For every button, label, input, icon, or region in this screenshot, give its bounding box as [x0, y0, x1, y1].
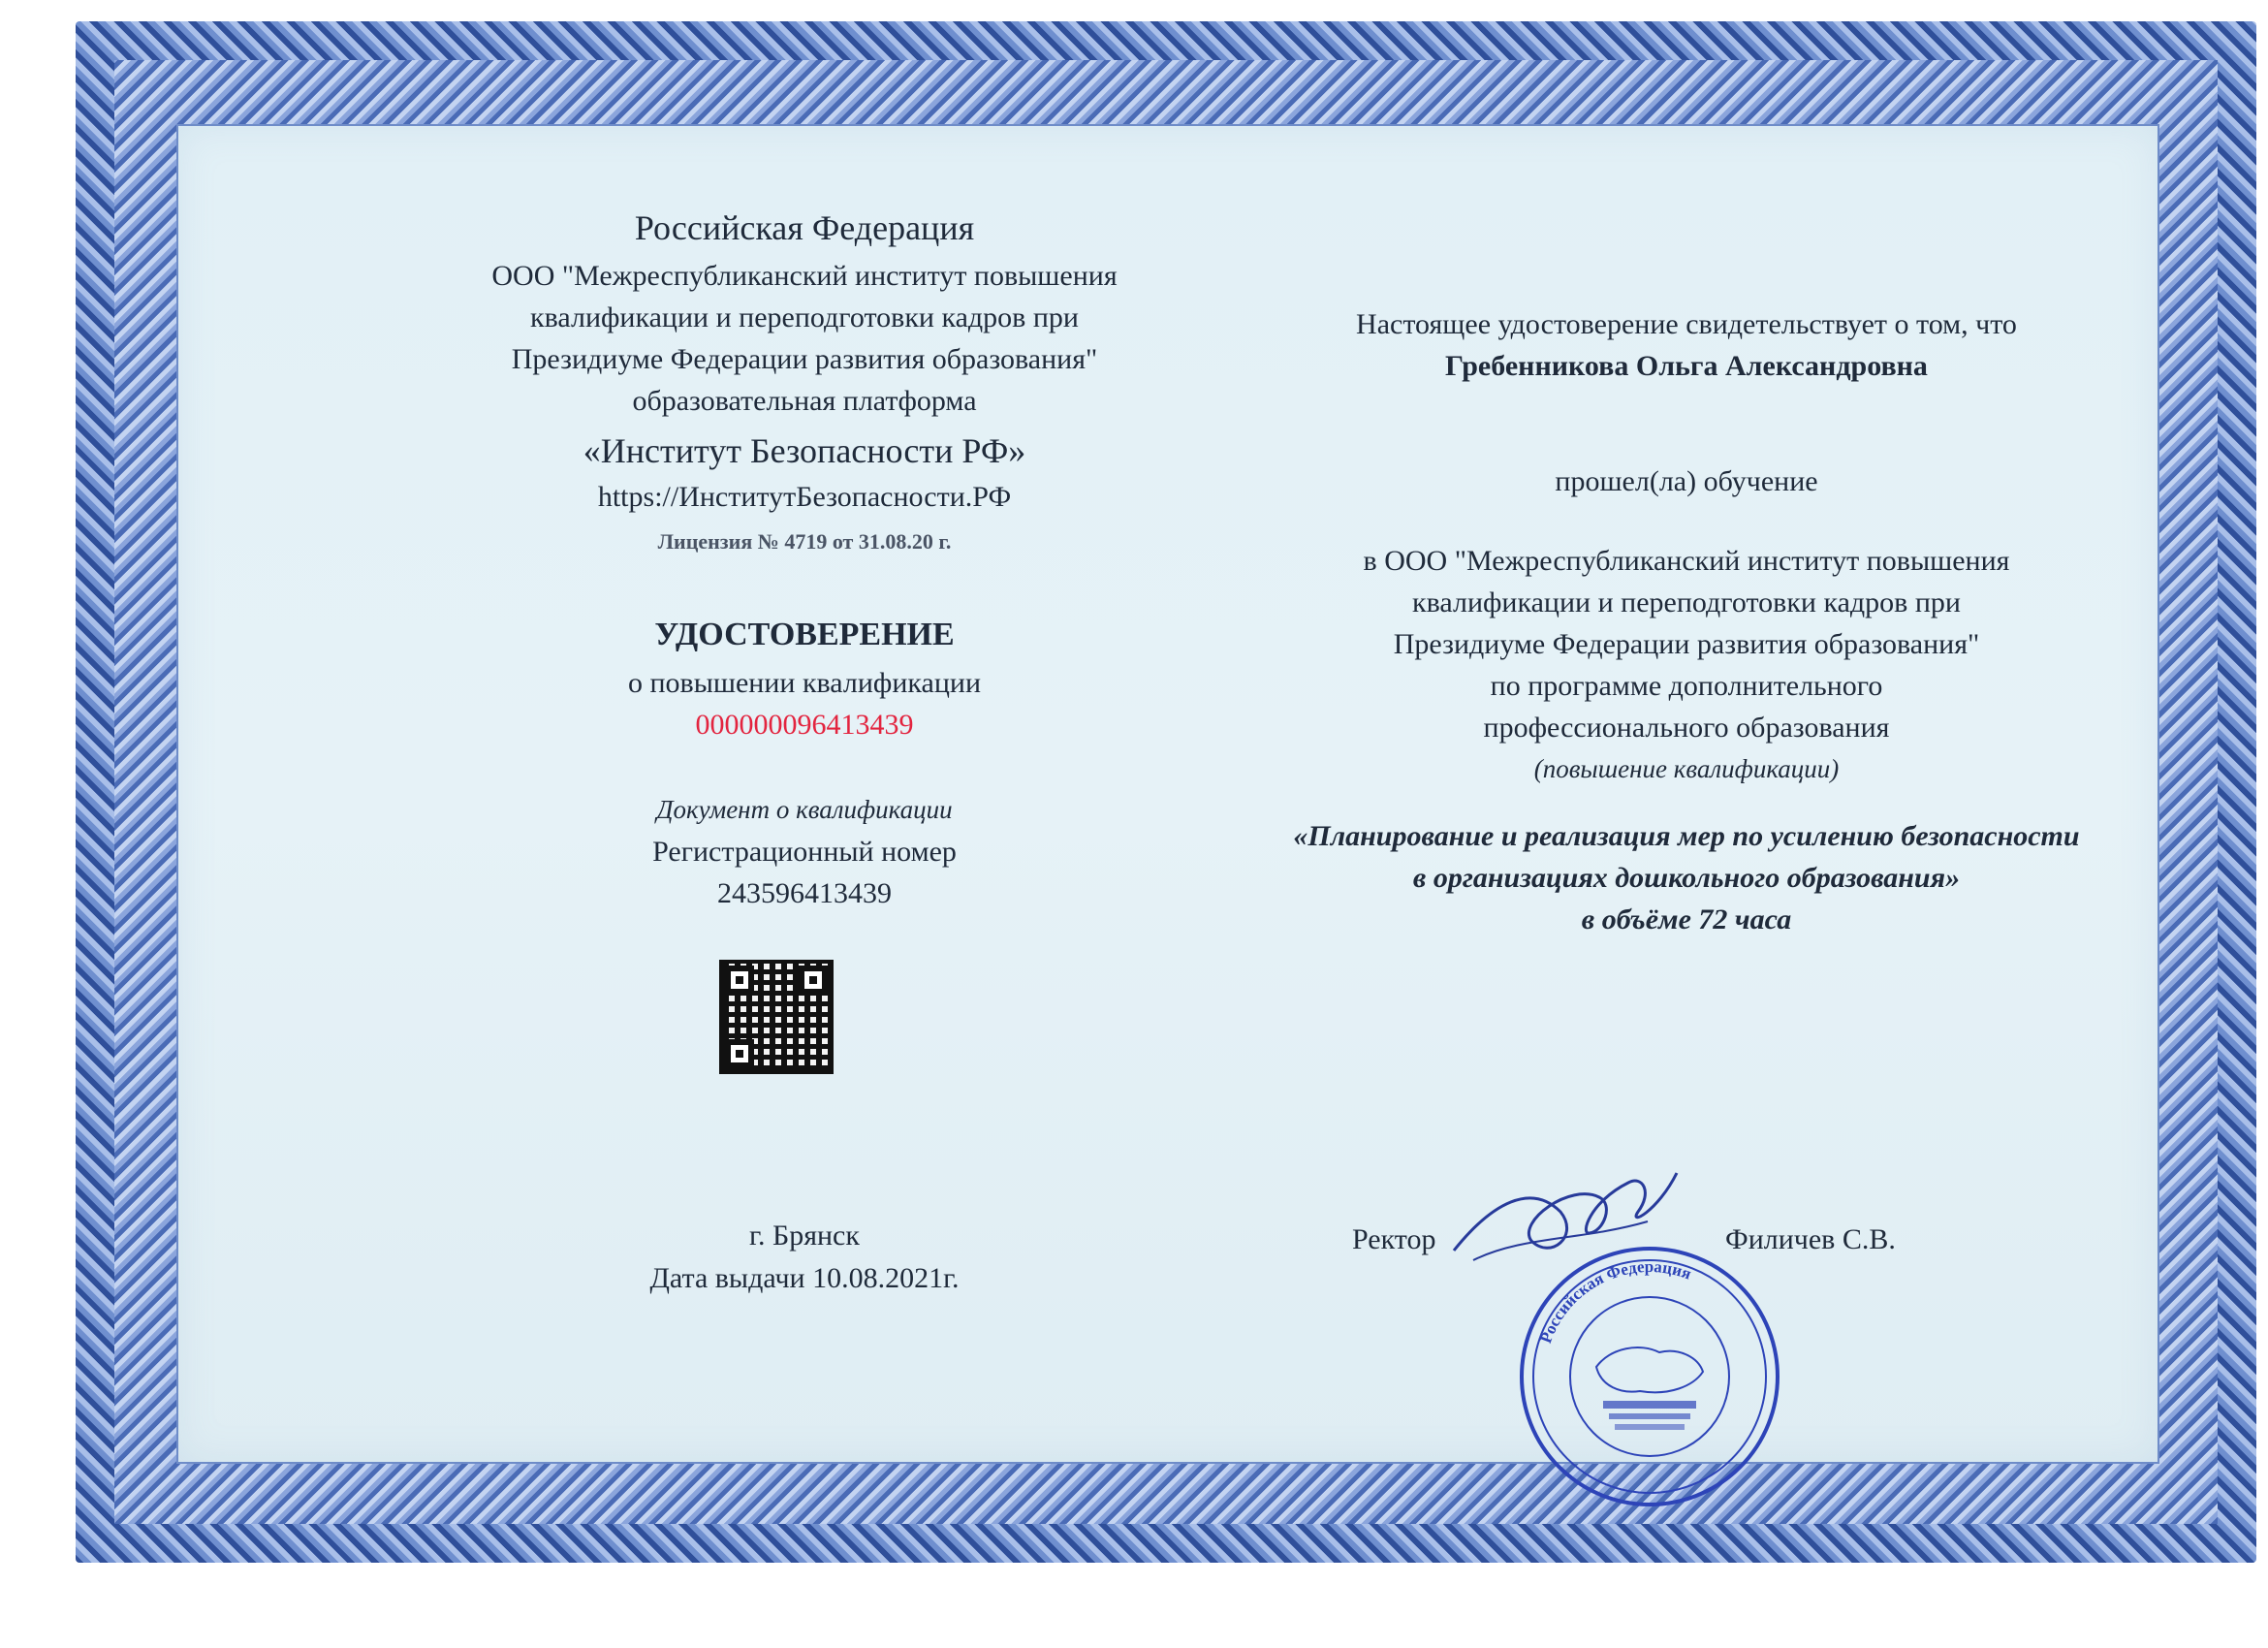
course-title-line-1: «Планирование и реализация мер по усилению безопасности: [1293, 820, 2080, 852]
rector-name: Филичев С.В.: [1725, 1223, 1896, 1255]
training-org-line-2: квалификации и переподготовки кадров при: [1412, 586, 1961, 618]
platform-label: образовательная платформа: [632, 385, 977, 417]
document-title: УДОСТОВЕРЕНИЕ: [654, 617, 955, 652]
country-title: Российская Федерация: [634, 208, 975, 247]
svg-text:Российская Федерация: [1536, 1257, 1693, 1346]
issue-date: Дата выдачи 10.08.2021г.: [649, 1262, 960, 1294]
training-org-line-3: Президиуме Федерации развития образования": [1393, 628, 1980, 660]
platform-name: «Институт Безопасности РФ»: [583, 431, 1026, 470]
program-type: (повышение квалификации): [1533, 754, 1840, 783]
institution-seal: [1514, 1241, 1785, 1512]
document-subtitle: о повышении квалификации: [628, 667, 981, 699]
org-name-line-2: квалификации и переподготовки кадров при: [530, 301, 1079, 333]
city: г. Брянск: [749, 1220, 860, 1252]
org-name-line-1: ООО "Межреспубликанский институт повышения: [491, 260, 1118, 292]
document-number: 000000096413439: [695, 709, 914, 741]
qr-code: [719, 960, 834, 1074]
person-name: Гребенникова Ольга Александровна: [1445, 350, 1928, 382]
program-line-1: по программе дополнительного: [1490, 670, 1883, 702]
registration-number: 243596413439: [717, 877, 892, 909]
org-name-line-3: Президиуме Федерации развития образования": [511, 343, 1098, 375]
training-passed: прошел(ла) обучение: [1555, 465, 1818, 497]
course-title-line-2: в организациях дошкольного образования»: [1412, 862, 1961, 894]
course-volume: в объёме 72 часа: [1581, 903, 1792, 935]
program-line-2: профессионального образования: [1483, 712, 1890, 744]
training-org-line-1: в ООО "Межреспубликанский институт повышения: [1363, 545, 2010, 577]
website-url: https://ИнститутБезопасности.РФ: [597, 481, 1012, 513]
registration-label: Регистрационный номер: [652, 836, 957, 868]
rector-label: Ректор: [1352, 1223, 1436, 1255]
document-type: Документ о квалификации: [656, 795, 953, 824]
license-text: Лицензия № 4719 от 31.08.20 г.: [657, 529, 952, 554]
seal-text: Российская Федерация: [1536, 1256, 1694, 1347]
certificate-intro: Настоящее удостоверение свидетельствует о том, что: [1356, 308, 2017, 340]
